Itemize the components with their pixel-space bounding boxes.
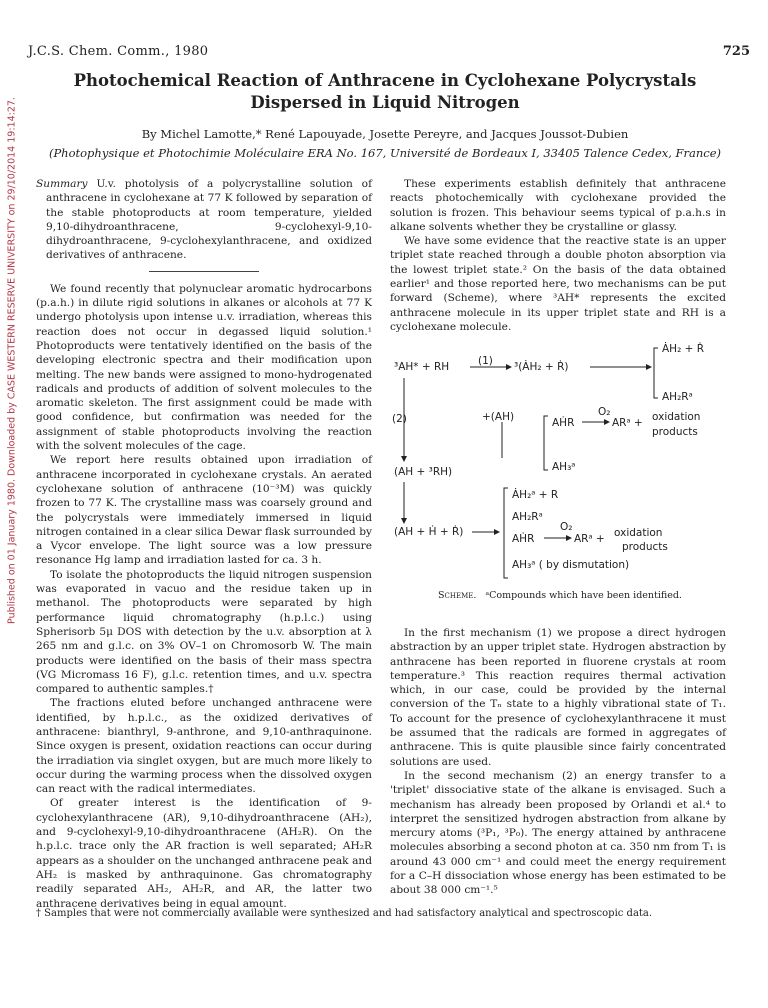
footnote: † Samples that were not commercially available were synthesized and had satisfactory analytical and spectroscopic data. xyxy=(36,908,653,919)
summary-label: Summary xyxy=(36,178,88,190)
paragraph: The fractions eluted before unchanged anthracene were identified, by h.p.l.c., as the oxidized derivatives of anthracene: bianthryl, 9-anthrone, and 9,10-anthraquinone. Since oxygen is present, oxidation reactions can occur during the irradiation via singlet oxygen, but are much more likely to occur during the warming process when the dissolved oxygen can react with the radical intermediates. xyxy=(36,697,372,796)
scheme-label-1: (1) xyxy=(478,355,493,367)
summary-text: U.v. photolysis of a polycrystalline solution of anthracene in cyclohexane at 77 K followed by separation of the stable photoproducts at room temperature, yielded 9,10-dihydroanthracene, 9-cyclohexyl-9,10-dihydroanthracene, 9-cyclohexylanthracene, and oxidized derivatives of anthracene. xyxy=(46,178,372,262)
arrow-head xyxy=(566,535,572,541)
left-column xyxy=(36,177,372,911)
arrow-head xyxy=(401,456,407,462)
section-divider xyxy=(149,271,259,272)
scheme-mid-o2: O₂ xyxy=(598,406,611,418)
paragraph: We found recently that polynuclear aromatic hydrocarbons (p.a.h.) in dilute rigid solutions in alkanes or alcohols at 77 K undergo photolysis upon intense u.v. irradiation, whereas this reaction does not occur in degassed liquid solution.¹ Photoproducts were tentatively identified on the basis of the developing electronic spectra and their modification upon melting. The new bands were assigned to mono-hydrogenated radicals and products of addition of solvent molecules to the aromatic skeleton. The first assignment could be made with good confidence, but confirmation was needed for the assignment of stable photoproducts involving the reaction with the solvent molecules of the cage. xyxy=(36,282,372,453)
bracket xyxy=(504,488,508,578)
arrow-head xyxy=(494,529,500,535)
caption-label: Scheme. xyxy=(438,590,477,601)
scheme-bottom-3: AḢR xyxy=(512,533,535,545)
affiliation: (Photophysique et Photochimie Moléculaire ERA No. 167, Université de Bordeaux I, 33405 Talence Cedex, France) xyxy=(48,146,722,160)
right-column-top xyxy=(390,177,726,334)
reaction-scheme xyxy=(390,330,730,600)
arrow-head xyxy=(604,419,610,425)
download-notice[interactable]: Published on 01 January 1980. Downloaded by CASE WESTERN RESERVE UNIVERSITY on 29/10/2014 19:14:27. xyxy=(6,97,18,624)
page-number: 725 xyxy=(722,44,750,59)
scheme-caption xyxy=(390,590,730,601)
scheme-products-2: products xyxy=(622,541,668,553)
scheme-mid-p1: AḢR xyxy=(552,417,575,429)
caption-text: ᵃCompounds which have been identified. xyxy=(485,590,682,601)
arrow-head xyxy=(401,518,407,524)
scheme-mid-p2: ARᵃ + xyxy=(612,417,643,429)
arrow-head xyxy=(646,364,652,370)
scheme-start: ³AH* + RH xyxy=(394,361,450,373)
paragraph: We report here results obtained upon irradiation of anthracene incorporated in cyclohexane crystals. An aerated cyclohexane solution of anthracene (10⁻³M) was quickly frozen to 77 K. The crystalline mass was coarsely ground and the polycrystals were immediately immersed in liquid nitrogen contained in a clear silica Dewar flask surrounded by a Vycor envelope. The light source was a low pressure resonance Hg lamp and irradiation lasted for ca. 3 h. xyxy=(36,454,372,567)
paragraph: We have some evidence that the reactive state is an upper triplet state reached through a double photon absorption via the lowest triplet state.² On the basis of the data obtained earlier¹ and those reported here, two mechanisms can be put forward (Scheme), where ³AH* represents the excited anthracene molecule in its upper triplet state and RH is a cyclohexane molecule. xyxy=(390,235,726,333)
paragraph: In the second mechanism (2) an energy transfer to a 'triplet' dissociative state of the alkane is envisaged. Such a mechanism has already been proposed by Orlandi et al.⁴ to interpret the sensitized hydrogen abstraction from alkane by mercury atoms (³P₁, ³P₀). The energy attained by anthracene molecules absorbing a second photon at ca. 350 nm from T₁ is around 43 000 cm⁻¹ and could meet the energy requirement for a C–H dissociation whose energy has been estimated to be about 38 000 cm⁻¹.⁵ xyxy=(390,769,726,897)
scheme-mid-ah3: AH₃ᵃ xyxy=(552,461,576,473)
scheme-oxidation-2: oxidation xyxy=(614,527,663,539)
bracket xyxy=(544,416,548,470)
scheme-products-1: products xyxy=(652,426,698,438)
scheme-label-2: (2) xyxy=(392,413,407,425)
scheme-b1-bottom: AH₂Rᵃ xyxy=(662,391,693,403)
right-column-bottom xyxy=(390,626,726,898)
bracket xyxy=(654,348,658,398)
author-names: By Michel Lamotte,* René Lapouyade, Josette Pereyre, and Jacques Joussot-Dubien xyxy=(141,127,629,141)
scheme-mid-label: +(AH) xyxy=(482,411,515,423)
summary xyxy=(36,177,372,263)
scheme-bottom-o2: O₂ xyxy=(560,521,573,533)
title-line-2: Dispersed in Liquid Nitrogen xyxy=(250,93,520,112)
author-block xyxy=(30,125,740,163)
paragraph: These experiments establish definitely that anthracene reacts photochemically with cyclohexane provided the solution is frozen. This behaviour seems typical of p.a.h.s in alkane solvents whether they be crystalline or glassy. xyxy=(390,178,726,233)
scheme-b1-top: ȦH₂ + Ṙ xyxy=(662,343,705,355)
paragraph: In the first mechanism (1) we propose a direct hydrogen abstraction by an upper triplet state. Hydrogen abstraction by anthracene has been reported in fluorene crystals at room temperature.³ This reaction requires thermal activation which, in our case, could be provided by the internal conversion of the Tₙ state to a highly vibrational state of T₁. To account for the presence of cyclohexylanthracene it must be assumed that the radicals are formed in aggregates of anthracene. This is quite plausible since fairly concentrated solutions are used. xyxy=(390,627,726,768)
scheme-oxidation-1: oxidation xyxy=(652,411,701,423)
article-title xyxy=(40,70,730,114)
scheme-bottom-1: ȦH₂ᵃ + R xyxy=(512,489,559,501)
paragraph: To isolate the photoproducts the liquid nitrogen suspension was evaporated in vacuo and the residue taken up in methanol. The photoproducts were separated by high performance liquid chromatography (h.p.l.c.) using Spherisorb 5μ DOS with detection by the u.v. absorption at λ 265 nm and g.l.c. on 3% OV–1 on Chromosorb W. The main products were identified on the basis of their mass spectra (VG Micromass 16 F), g.l.c. retention times, and u.v. spectra compared to authentic samples.† xyxy=(36,568,372,696)
title-line-1: Photochemical Reaction of Anthracene in Cyclohexane Polycrystals xyxy=(73,71,697,90)
scheme-bottom-2: AH₂Rᵃ xyxy=(512,511,543,523)
journal-header: J.C.S. Chem. Comm., 1980 xyxy=(28,44,209,59)
paragraph: Of greater interest is the identification of 9-cyclohexylanthracene (AR), 9,10-dihydroanthracene (AH₂), and 9-cyclohexyl-9,10-dihydroanthracene (AH₂R). On the h.p.l.c. trace only the AR fraction is well separated; AH₂R appears as a shoulder on the unchanged anthracene peak and AH₂ is masked by anthraquinone. Gas chromatography readily separated AH₂, AH₂R, and AR, the latter two anthracene derivatives being in equal amount. xyxy=(36,797,372,910)
scheme-bottom-4: AH₃ᵃ ( by dismutation) xyxy=(512,559,630,571)
scheme-triplet-pair: ³(ȦH₂ + Ṙ) xyxy=(514,361,569,373)
arrow-head xyxy=(506,364,512,370)
scheme-bottom-ar: ARᵃ + xyxy=(574,533,605,545)
scheme-r2-product: (AH + ³RH) xyxy=(394,466,453,478)
scheme-bottom-start: (AH + Ḣ + Ṙ) xyxy=(394,526,464,538)
